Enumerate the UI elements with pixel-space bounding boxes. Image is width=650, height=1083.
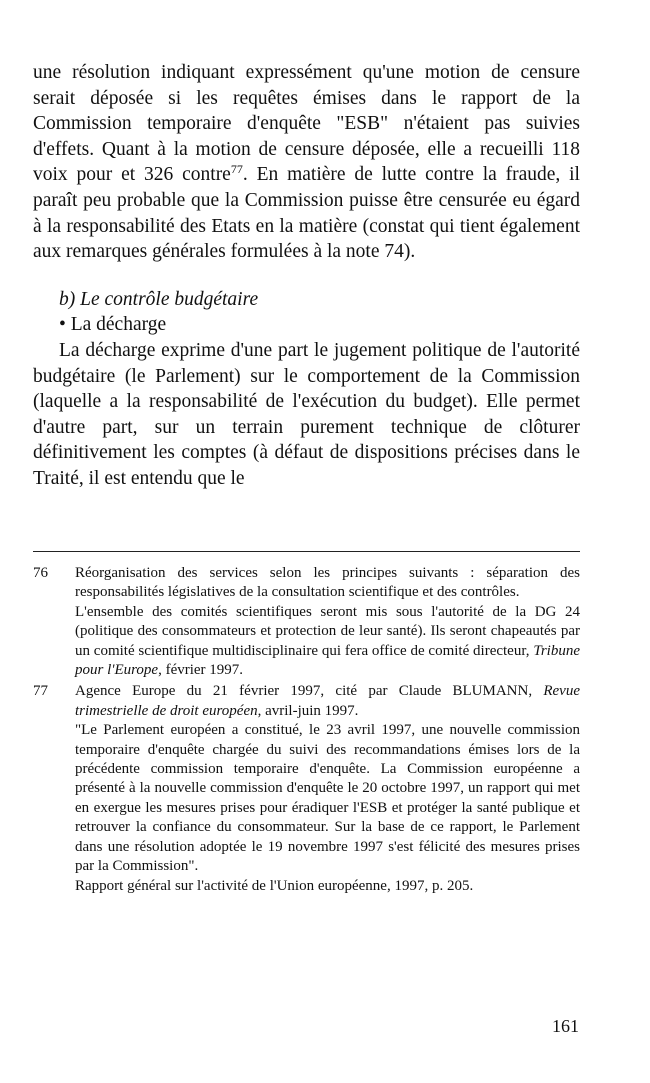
footnote-number: 76 [33, 565, 48, 581]
footnote-source-title: Revue trimestrielle de droit européen [75, 683, 580, 719]
paragraph-text-continued: . En matière de lutte contre la fraude, il paraît peu probable que la Commission puisse être censurée eu égard à la responsabilité des Etats en la matière (constat qui tient également aux remarques générales formulées à la note 74). [33, 164, 580, 263]
footnote-text: Réorganisation des services selon les principes suivants : séparation des responsabilités législatives de la consultation scientifique et des contrôles. [75, 565, 580, 601]
body-text [33, 60, 580, 492]
paragraph-text: une résolution indiquant expressément qu'une motion de censure serait déposée si les requêtes émises dans le rapport de la Commission temporaire d'enquête "ESB" n'étaient pas suivies d'effets. Quant à la motion de censure déposée, elle a recueilli 118 voix pour et 326 contre [33, 62, 580, 186]
footnote-text-span: L'ensemble des comités scientifiques seront mis sous l'autorité de la DG 24 (politique des consommateurs et protection de leur santé). Ils seront chapeautés par un comité scientifique multidisciplinaire qui fera office de comité directeur, [75, 603, 580, 659]
footnote-source: Rapport général sur l'activité de l'Union européenne, 1997, p. 205. [75, 877, 474, 894]
bullet-heading: • La décharge [59, 314, 167, 336]
footnote-76 [33, 564, 580, 680]
footnote-text [75, 603, 580, 681]
footnote-text-span: , février 1997. [158, 662, 244, 679]
footnote-text-span: Agence Europe du 21 février 1997, cité par Claude BLUMANN, [75, 683, 544, 700]
footnote-reference-77[interactable]: 77 [230, 162, 243, 177]
footnote-quote: "Le Parlement européen a constitué, le 23 avril 1997, une nouvelle commission temporaire d'enquête chargée du suivi des recommandations émises lors de la précédente commission temporaire d'enquête. La Commission européenne a présenté à la nouvelle commission d'enquête le 20 octobre 1997, un rapport qui met en exergue les mesures prises pour éradiquer l'ESB et protéger la santé publique et retrouver la confiance du consommateur. Sur la base de ce rapport, le Parlement dans une résolution adoptée le 19 novembre 1997 s'est félicité des mesures prises par la Commission". [75, 722, 580, 875]
footnote-source-title: Tribune pour l'Europe [75, 642, 580, 679]
footnote-number: 77 [33, 683, 48, 700]
footnote-text [75, 682, 580, 721]
section-heading: b) Le contrôle budgétaire [59, 288, 259, 310]
paragraph-resolution [33, 60, 580, 265]
footnote-text-span: , avril-juin 1997. [257, 702, 359, 719]
footnote-77 [33, 682, 580, 895]
page-number: 161 [552, 1016, 579, 1036]
paragraph-decharge: La décharge exprime d'une part le jugement politique de l'autorité budgétaire (le Parlement) sur le comportement de la Commission (laquelle a la responsabilité de l'exécution du budget). Elle permet d'autre part, sur un terrain purement technique de clôturer définitivement les comptes (à défaut de dispositions précises dans le Traité, il est entendu que le [33, 339, 580, 489]
footnote-separator [33, 551, 580, 552]
footnotes [33, 564, 580, 896]
